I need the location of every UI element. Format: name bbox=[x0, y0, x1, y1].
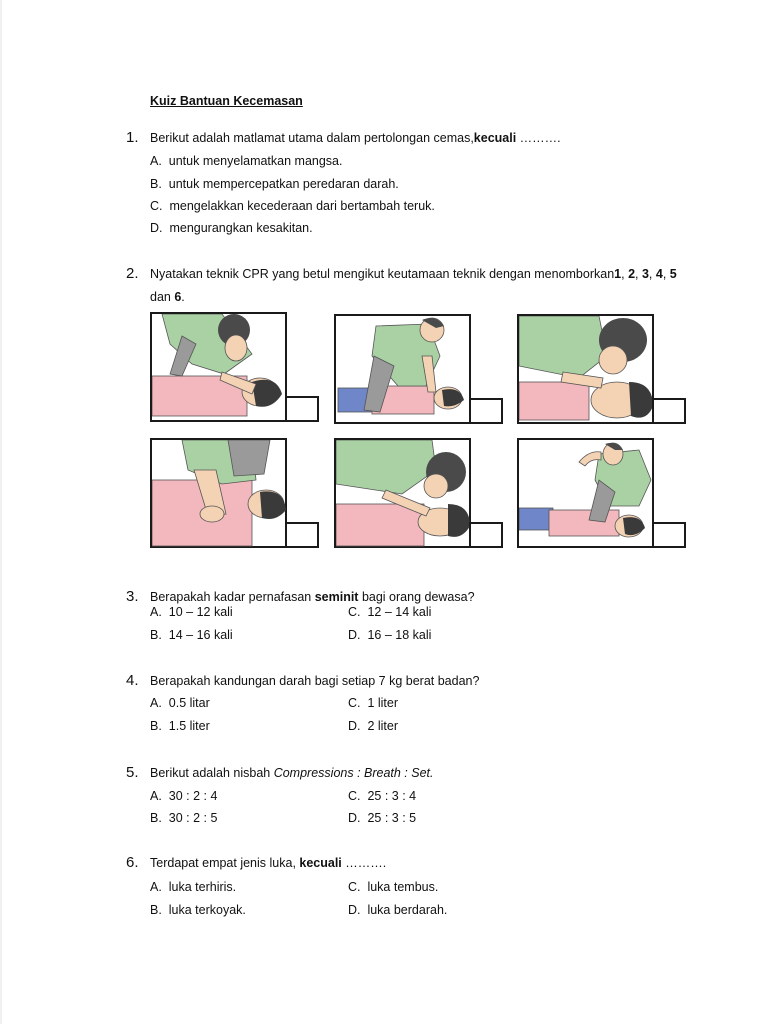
option-letter: D. bbox=[348, 903, 361, 917]
cpr-image-panel-6 bbox=[517, 438, 654, 548]
question-1-text bbox=[150, 131, 561, 145]
cpr-answer-box-4[interactable] bbox=[285, 522, 319, 548]
question-2-number: 2. bbox=[126, 265, 139, 282]
question-3-text bbox=[150, 590, 475, 604]
cpr-image-panel-1 bbox=[150, 312, 287, 422]
question-4-text: Berapakah kandungan darah bagi setiap 7 kg berat badan? bbox=[150, 674, 480, 688]
question-3-number: 3. bbox=[126, 588, 139, 605]
option-text: luka terkoyak. bbox=[168, 903, 246, 917]
option-letter: C. bbox=[150, 199, 163, 213]
cpr-check-breathing-illustration-icon bbox=[336, 440, 471, 548]
question-3-option-c[interactable] bbox=[348, 605, 431, 619]
option-letter: C. bbox=[348, 789, 361, 803]
cpr-image-panel-5 bbox=[334, 438, 471, 548]
question-6-text bbox=[150, 856, 386, 870]
number-5: 5 bbox=[669, 267, 677, 281]
question-6-option-d[interactable] bbox=[348, 903, 447, 917]
option-letter: C. bbox=[348, 880, 361, 894]
option-text: 30 : 2 : 4 bbox=[168, 789, 218, 803]
option-text: 1.5 liter bbox=[168, 719, 210, 733]
option-text: mengelakkan kecederaan dari bertambah teruk. bbox=[169, 199, 435, 213]
question-6-option-b[interactable] bbox=[150, 903, 246, 917]
option-letter: B. bbox=[150, 903, 162, 917]
option-text: luka tembus. bbox=[367, 880, 439, 894]
option-text: 16 – 18 kali bbox=[367, 628, 432, 642]
option-letter: A. bbox=[150, 789, 162, 803]
option-letter: A. bbox=[150, 880, 162, 894]
question-5-italic: Compressions : Breath : Set. bbox=[273, 766, 434, 780]
cpr-head-tilt-illustration-icon bbox=[152, 314, 287, 422]
question-1-suffix: ………. bbox=[516, 131, 561, 145]
question-5-option-a[interactable] bbox=[150, 789, 217, 803]
option-letter: C. bbox=[348, 605, 361, 619]
option-letter: C. bbox=[348, 696, 361, 710]
cpr-check-response-illustration-icon bbox=[519, 440, 654, 548]
question-3-emphasis: seminit bbox=[314, 590, 359, 604]
option-letter: D. bbox=[348, 811, 361, 825]
question-5-option-c[interactable] bbox=[348, 789, 416, 803]
option-text: luka berdarah. bbox=[367, 903, 448, 917]
cpr-image-panel-2 bbox=[334, 314, 471, 424]
number-6: 6 bbox=[174, 290, 182, 304]
question-3-suffix: bagi orang dewasa? bbox=[358, 590, 475, 604]
question-4-option-d[interactable] bbox=[348, 719, 398, 733]
option-letter: D. bbox=[348, 719, 361, 733]
page-edge bbox=[0, 0, 2, 1024]
question-4-option-a[interactable] bbox=[150, 696, 210, 710]
option-letter: B. bbox=[150, 177, 162, 191]
question-3-option-a[interactable] bbox=[150, 605, 233, 619]
question-5-option-d[interactable] bbox=[348, 811, 416, 825]
option-letter: A. bbox=[150, 154, 162, 168]
question-4-number: 4. bbox=[126, 672, 139, 689]
question-6-number: 6. bbox=[126, 854, 139, 871]
question-3-stem: Berapakah kadar pernafasan bbox=[150, 590, 315, 604]
question-4-option-b[interactable] bbox=[150, 719, 210, 733]
question-6-stem: Terdapat empat jenis luka, bbox=[150, 856, 300, 870]
question-3-option-d[interactable] bbox=[348, 628, 431, 642]
option-text: 10 – 12 kali bbox=[168, 605, 233, 619]
line2-suffix: . bbox=[181, 290, 185, 304]
cpr-answer-box-6[interactable] bbox=[652, 522, 686, 548]
number-2: 2 bbox=[628, 267, 636, 281]
number-4: 4 bbox=[655, 267, 663, 281]
option-text: 1 liter bbox=[367, 696, 399, 710]
option-letter: A. bbox=[150, 696, 162, 710]
option-text: 2 liter bbox=[367, 719, 399, 733]
cpr-chest-compression-side-illustration-icon bbox=[336, 316, 471, 424]
question-1-option-a[interactable] bbox=[150, 154, 342, 168]
question-6-option-c[interactable] bbox=[348, 880, 438, 894]
option-letter: D. bbox=[348, 628, 361, 642]
option-letter: B. bbox=[150, 628, 162, 642]
question-5-number: 5. bbox=[126, 764, 139, 781]
question-2-text: Nyatakan teknik CPR yang betul mengikut keutamaan teknik dengan menomborkan1, 2, 3, 4, 5 bbox=[150, 267, 677, 281]
quiz-title: Kuiz Bantuan Kecemasan bbox=[150, 94, 303, 108]
option-letter: B. bbox=[150, 719, 162, 733]
option-letter: B. bbox=[150, 811, 162, 825]
question-6-suffix: ………. bbox=[341, 856, 387, 870]
question-1-option-b[interactable] bbox=[150, 177, 399, 191]
question-5-option-b[interactable] bbox=[150, 811, 217, 825]
option-letter: D. bbox=[150, 221, 163, 235]
question-6-emphasis: kecuali bbox=[299, 856, 342, 870]
option-text: 12 – 14 kali bbox=[367, 605, 432, 619]
number-3: 3 bbox=[641, 267, 649, 281]
question-1-emphasis: kecuali bbox=[473, 131, 517, 145]
option-text: 0.5 litar bbox=[168, 696, 210, 710]
cpr-image-panel-3 bbox=[517, 314, 654, 424]
question-6-option-a[interactable] bbox=[150, 880, 236, 894]
question-5-stem: Berikut adalah nisbah bbox=[150, 766, 274, 780]
option-text: 30 : 2 : 5 bbox=[168, 811, 218, 825]
cpr-hand-placement-illustration-icon bbox=[152, 440, 287, 548]
cpr-answer-box-5[interactable] bbox=[469, 522, 503, 548]
line2-prefix: dan bbox=[150, 290, 175, 304]
question-5-text bbox=[150, 766, 434, 780]
cpr-answer-box-3[interactable] bbox=[652, 398, 686, 424]
question-3-option-b[interactable] bbox=[150, 628, 233, 642]
option-text: luka terhiris. bbox=[168, 880, 237, 894]
question-1-number: 1. bbox=[126, 129, 139, 146]
question-4-option-c[interactable] bbox=[348, 696, 398, 710]
number-1: 1 bbox=[614, 267, 622, 281]
option-text: 25 : 3 : 4 bbox=[367, 789, 417, 803]
option-text: mengurangkan kesakitan. bbox=[169, 221, 313, 235]
cpr-image-panel-4 bbox=[150, 438, 287, 548]
option-text: untuk menyelamatkan mangsa. bbox=[168, 154, 343, 168]
question-1-stem: Berikut adalah matlamat utama dalam pertolongan cemas, bbox=[150, 131, 474, 145]
cpr-answer-box-2[interactable] bbox=[469, 398, 503, 424]
question-1-option-c[interactable] bbox=[150, 199, 435, 213]
option-text: 25 : 3 : 5 bbox=[367, 811, 417, 825]
option-letter: A. bbox=[150, 605, 162, 619]
cpr-answer-box-1[interactable] bbox=[285, 396, 319, 422]
question-1-option-d[interactable] bbox=[150, 221, 313, 235]
option-text: 14 – 16 kali bbox=[168, 628, 233, 642]
question-2-text-line2 bbox=[150, 290, 185, 304]
question-2-stem: Nyatakan teknik CPR yang betul mengikut keutamaan teknik dengan menomborkan bbox=[150, 267, 615, 281]
cpr-mouth-to-mouth-illustration-icon bbox=[519, 316, 654, 424]
option-text: untuk mempercepatkan peredaran darah. bbox=[168, 177, 399, 191]
